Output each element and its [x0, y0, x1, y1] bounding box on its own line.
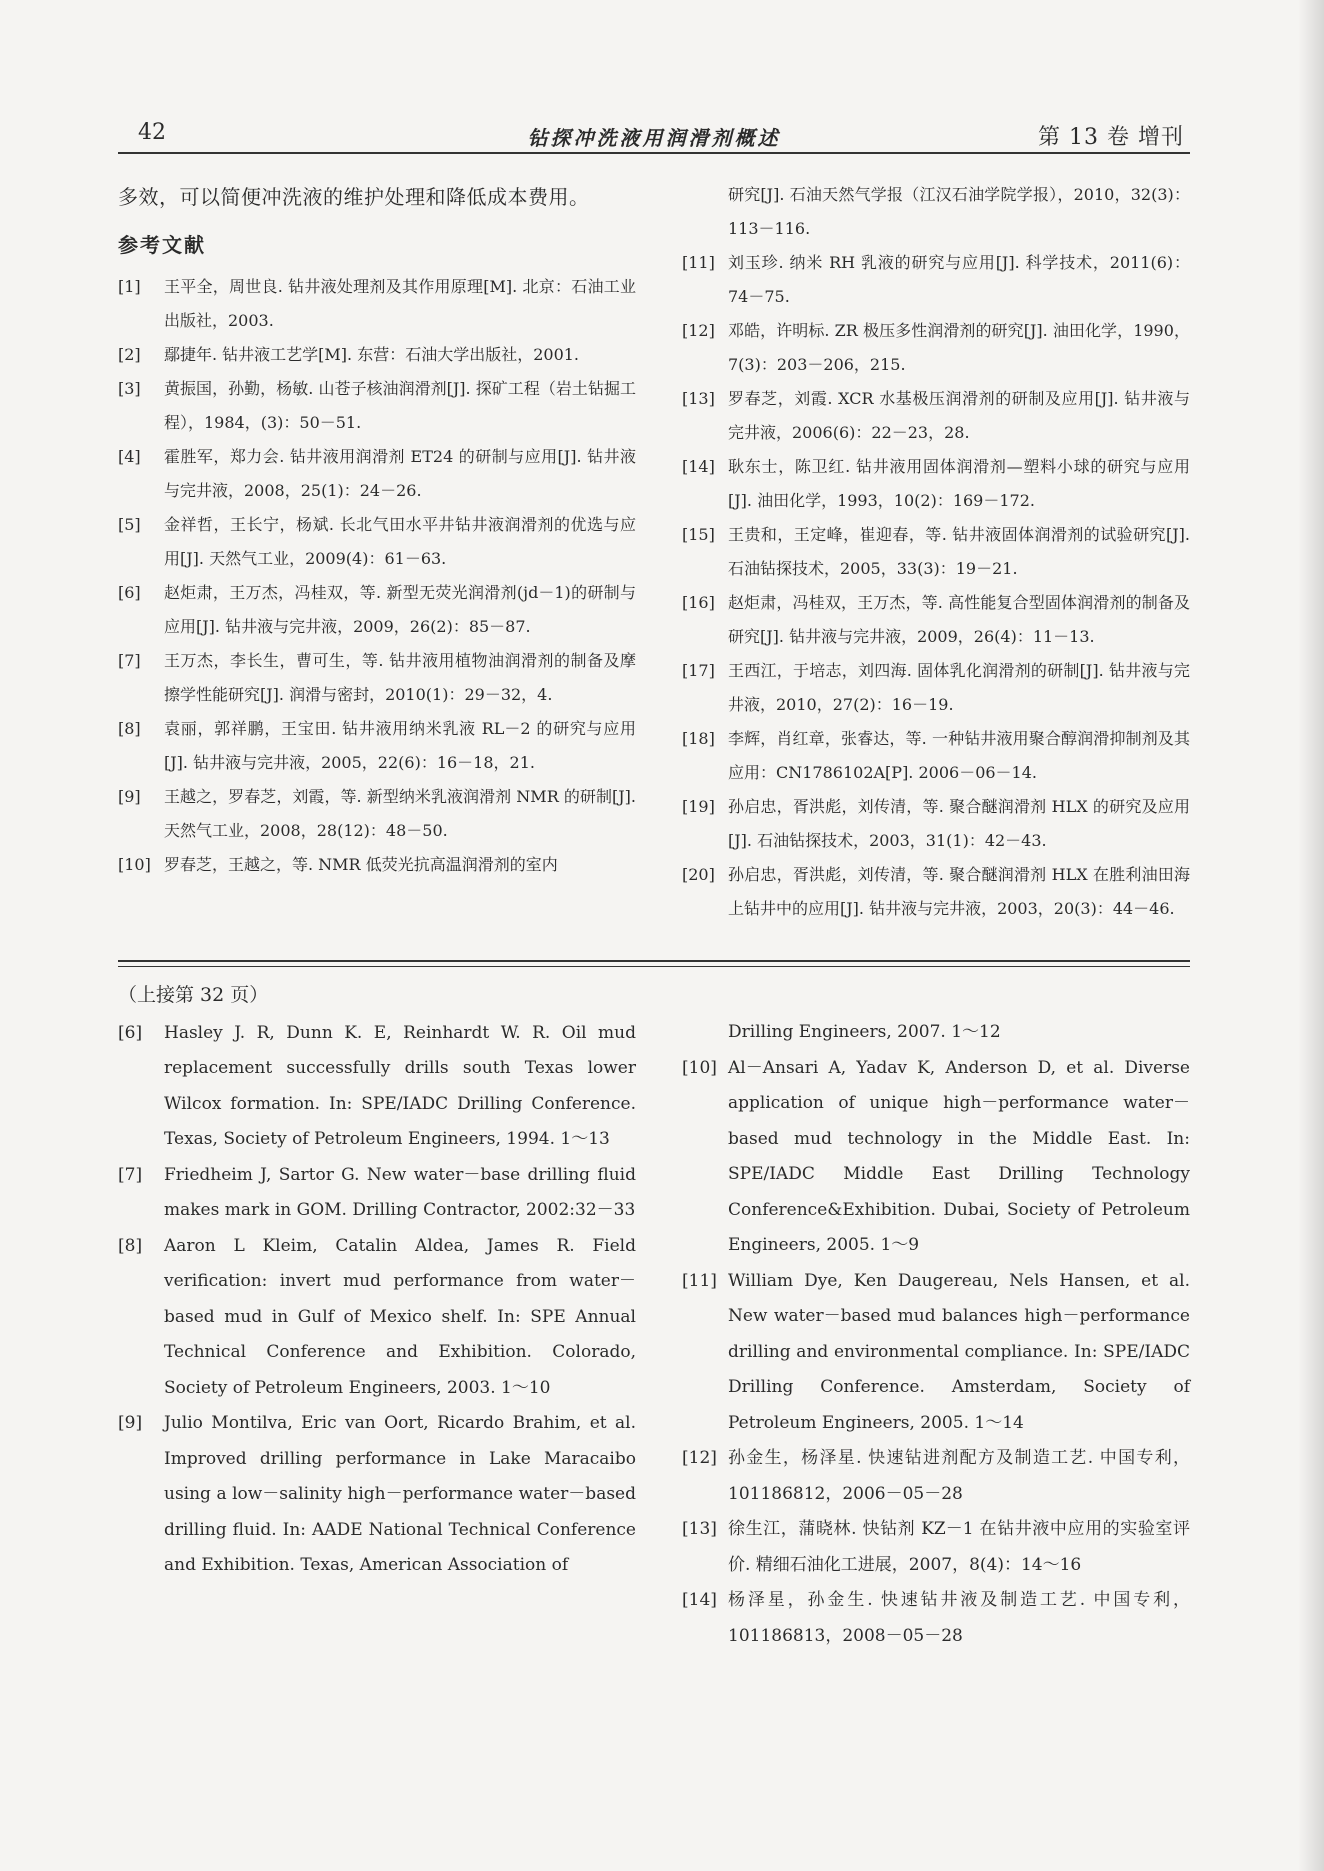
reference-text: 李辉，肖红章，张睿达，等. 一种钻井液用聚合醇润滑抑制剂及其应用：CN1786102A[P]. 2006－06－14.	[728, 729, 1190, 782]
reference-text: 邓皓，许明标. ZR 极压多性润滑剂的研究[J]. 油田化学，1990，7(3)：203－206，215.	[728, 321, 1190, 374]
reference-item	[682, 586, 1190, 654]
reference-text: 袁丽，郭祥鹏，王宝田. 钻井液用纳米乳液 RL－2 的研究与应用[J]. 钻井液与完井液，2005，22(6)：16－18，21.	[164, 719, 636, 772]
references-heading: 参考文献	[118, 233, 206, 257]
reference-item	[682, 722, 1190, 790]
section-divider	[118, 960, 1190, 967]
reference-number: [17]	[682, 661, 715, 680]
reference-number: [8]	[118, 1235, 143, 1256]
reference-number: [5]	[118, 515, 141, 534]
reference-text: 王万杰，李长生，曹可生，等. 钻井液用植物油润滑剂的制备及摩擦学性能研究[J]. 润滑与密封，2010(1)：29－32，4.	[164, 651, 636, 704]
reference-number: [18]	[682, 729, 715, 748]
reference-text: 孙金生，杨泽星. 快速钻进剂配方及制造工艺. 中国专利，101186812，2006－05－28	[728, 1448, 1190, 1504]
left-column-bottom	[118, 978, 636, 1584]
reference-text: 王贵和，王定峰，崔迎春，等. 钻井液固体润滑剂的试验研究[J]. 石油钻探技术，2005，33(3)：19－21.	[728, 525, 1190, 578]
reference-number: [14]	[682, 1590, 717, 1610]
reference-list-left	[118, 270, 636, 882]
reference-item	[118, 780, 636, 848]
reference-item	[118, 270, 636, 338]
reference-item	[118, 848, 636, 882]
reference-text: 徐生江，蒲晓林. 快钻剂 KZ－1 在钻井液中应用的实验室评价. 精细石油化工进展，2007，8(4)：14～16	[728, 1519, 1190, 1575]
reference-text: 赵炬肃，王万杰，冯桂双，等. 新型无荧光润滑剂(jd－1)的研制与应用[J]. 钻井液与完井液，2009，26(2)：85－87.	[164, 583, 636, 636]
reference-item	[118, 1229, 636, 1407]
right-column-top	[682, 178, 1190, 926]
reference-text: 赵炬肃，冯桂双，王万杰，等. 高性能复合型固体润滑剂的制备及研究[J]. 钻井液与完井液，2009，26(4)：11－13.	[728, 593, 1190, 646]
reference-continuation: Drilling Engineers, 2007. 1～12	[728, 1022, 1001, 1042]
reference-text: Julio Montilva, Eric van Oort, Ricardo Brahim, et al. Improved drilling performance in Lake Maracaibo using a low－salinity high－performance water－based drilling fluid. In: AADE National Technical Conference and Exhibition. Texas, American Association of	[164, 1413, 636, 1575]
reference-item	[118, 1406, 636, 1584]
reference-number: [16]	[682, 593, 715, 612]
reference-number: [10]	[118, 855, 151, 874]
reference-item	[682, 654, 1190, 722]
reference-item	[118, 372, 636, 440]
reference-item	[682, 1441, 1190, 1512]
reference-item	[118, 644, 636, 712]
reference-text: 王西江，于培志，刘四海. 固体乳化润滑剂的研制[J]. 钻井液与完井液，2010，27(2)：16－19.	[728, 661, 1190, 714]
reference-text: Friedheim J, Sartor G. New water－base drilling fluid makes mark in GOM. Drilling Contractor, 2002:32－33	[164, 1164, 636, 1220]
left-column-top	[118, 178, 636, 882]
page-number: 42	[138, 120, 166, 145]
reference-number: [13]	[682, 389, 715, 408]
right-column-bottom	[682, 1015, 1190, 1654]
reference-text: 耿东士，陈卫红. 钻井液用固体润滑剂—塑料小球的研究与应用[J]. 油田化学，1993，10(2)：169－172.	[728, 457, 1190, 510]
volume-info: 第 13 卷 增刊	[1038, 125, 1184, 150]
reference-item	[118, 440, 636, 508]
reference-text: 鄢捷年. 钻井液工艺学[M]. 东营：石油大学出版社，2001.	[164, 345, 580, 364]
page-header	[118, 112, 1190, 154]
reference-item	[682, 1583, 1190, 1654]
reference-number: [9]	[118, 787, 141, 806]
page-edge-shadow	[1298, 0, 1324, 1871]
reference-text: 霍胜军，郑力会. 钻井液用润滑剂 ET24 的研制与应用[J]. 钻井液与完井液，2008，25(1)：24－26.	[164, 447, 636, 500]
reference-number: [3]	[118, 379, 141, 398]
reference-item	[118, 1016, 636, 1158]
header-rule	[118, 152, 1190, 154]
english-reference-list-left	[118, 1016, 636, 1584]
reference-text: 刘玉珍. 纳米 RH 乳液的研究与应用[J]. 科学技术，2011(6)：74－75.	[728, 253, 1190, 306]
reference-number: [7]	[118, 1164, 143, 1185]
reference-number: [4]	[118, 447, 141, 466]
running-title: 钻探冲洗液用润滑剂概述	[527, 126, 781, 150]
reference-number: [14]	[682, 457, 715, 476]
reference-continuation: 研究[J]. 石油天然气学报（江汉石油学院学报），2010，32(3)：113－116.	[728, 185, 1190, 238]
reference-item	[682, 1512, 1190, 1583]
reference-item	[682, 1051, 1190, 1264]
reference-item	[118, 576, 636, 644]
reference-text: Aaron L Kleim, Catalin Aldea, James R. Field verification: invert mud performance from water－based mud in Gulf of Mexico shelf. In: SPE Annual Technical Conference and Exhibition. Colorado, Society of Petroleum Engineers, 2003. 1～10	[164, 1235, 636, 1398]
reference-text: 孙启忠，胥洪彪，刘传清，等. 聚合醚润滑剂 HLX 的研究及应用[J]. 石油钻探技术，2003，31(1)：42－43.	[728, 797, 1190, 850]
reference-number: [12]	[682, 321, 715, 340]
reference-text: 孙启忠，胥洪彪，刘传清，等. 聚合醚润滑剂 HLX 在胜利油田海上钻井中的应用[J]. 钻井液与完井液，2003，20(3)：44－46.	[728, 865, 1190, 918]
reference-item	[682, 382, 1190, 450]
reference-item	[682, 790, 1190, 858]
reference-number: [6]	[118, 1022, 143, 1043]
reference-item	[118, 712, 636, 780]
reference-number: [15]	[682, 525, 715, 544]
reference-item	[118, 1158, 636, 1229]
reference-text: 王越之，罗春芝，刘霞，等. 新型纳米乳液润滑剂 NMR 的研制[J]. 天然气工业，2008，28(12)：48－50.	[164, 787, 636, 840]
reference-text: Al－Ansari A, Yadav K, Anderson D, et al. Diverse application of unique high－performance water－based mud technology in the Middle East. In: SPE/IADC Middle East Drilling Technology Conference&Exhibition. Dubai, Society of Petroleum Engineers, 2005. 1～9	[728, 1057, 1190, 1255]
reference-item	[682, 518, 1190, 586]
reference-text: 金祥哲，王长宁，杨斌. 长北气田水平井钻井液润滑剂的优选与应用[J]. 天然气工业，2009(4)：61－63.	[164, 515, 636, 568]
reference-text: 罗春芝，刘霞. XCR 水基极压润滑剂的研制及应用[J]. 钻井液与完井液，2006(6)：22－23，28.	[728, 389, 1190, 442]
reference-item	[118, 508, 636, 576]
reference-text: Hasley J. R, Dunn K. E, Reinhardt W. R. Oil mud replacement successfully drills south Texas lower Wilcox formation. In: SPE/IADC Drilling Conference. Texas, Society of Petroleum Engineers, 1994. 1～13	[164, 1022, 636, 1149]
reference-number: [6]	[118, 583, 141, 602]
reference-item	[682, 314, 1190, 382]
reference-number: [1]	[118, 277, 141, 296]
reference-item	[118, 338, 636, 372]
reference-text: 罗春芝，王越之，等. NMR 低荧光抗高温润滑剂的室内	[164, 855, 558, 874]
reference-text: 黄振国，孙勤，杨敏. 山苍子核油润滑剂[J]. 探矿工程（岩土钻掘工程），1984，(3)：50－51.	[164, 379, 636, 432]
reference-number: [11]	[682, 1270, 717, 1291]
english-reference-list-right	[682, 1051, 1190, 1655]
reference-number: [8]	[118, 719, 141, 738]
reference-item	[682, 858, 1190, 926]
reference-item	[682, 246, 1190, 314]
reference-number: [13]	[682, 1519, 717, 1539]
reference-text: 杨泽星，孙金生. 快速钻井液及制造工艺. 中国专利，101186813，2008－05－28	[728, 1590, 1190, 1646]
reference-text: William Dye, Ken Daugereau, Nels Hansen, et al. New water－based mud balances high－performance drilling and environmental compliance. In: SPE/IADC Drilling Conference. Amsterdam, Society of Petroleum Engineers, 2005. 1～14	[728, 1270, 1190, 1433]
reference-item	[682, 1264, 1190, 1442]
reference-list-right	[682, 246, 1190, 926]
reference-number: [10]	[682, 1057, 717, 1078]
reference-text: 王平全，周世良. 钻井液处理剂及其作用原理[M]. 北京：石油工业出版社，2003.	[164, 277, 636, 330]
reference-item	[682, 450, 1190, 518]
reference-number: [9]	[118, 1413, 143, 1433]
reference-number: [12]	[682, 1448, 717, 1468]
reference-number: [20]	[682, 865, 715, 884]
reference-number: [2]	[118, 345, 141, 364]
reference-number: [19]	[682, 797, 715, 816]
reference-number: [11]	[682, 253, 715, 272]
reference-number: [7]	[118, 651, 141, 670]
continued-from-note: （上接第 32 页）	[118, 984, 269, 1006]
closing-sentence: 多效，可以简便冲洗液的维护处理和降低成本费用。	[118, 185, 590, 209]
